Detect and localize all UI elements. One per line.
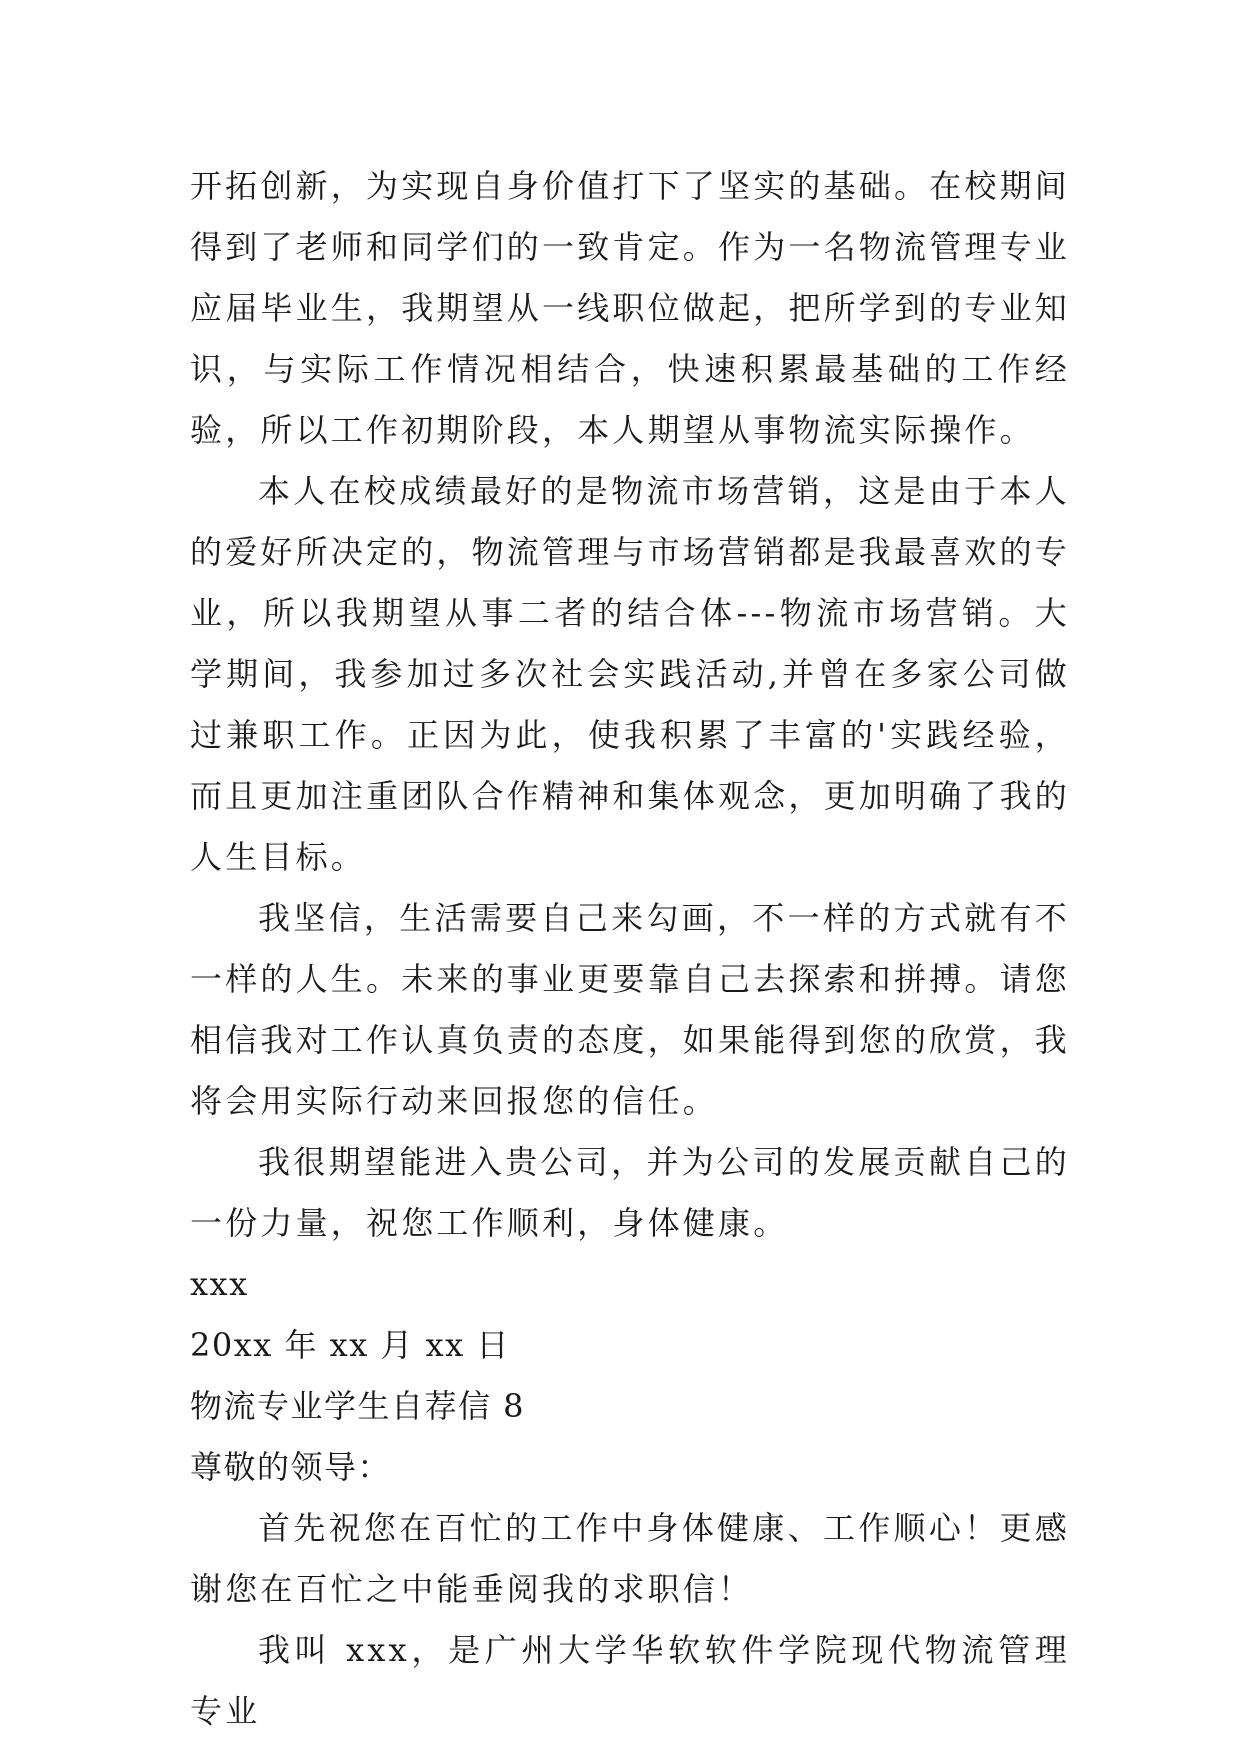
salutation: 尊敬的领导： [190,1448,392,1486]
paragraph-belief: 我坚信，生活需要自己来勾画，不一样的方式就有不一样的人生。未来的事业更要靠自己去探索和拼搏。请您相信我对工作认真负责的态度，如果能得到您的欣赏，我将会用实际行动来回报您的信任。 [190,899,1071,1120]
letter-heading: 物流专业学生自荐信 8 [190,1387,526,1425]
paragraph-closing: 我很期望能进入贵公司，并为公司的发展贡献自己的一份力量，祝您工作顺利，身体健康。 [190,1143,1070,1242]
paragraph-marketing: 本人在校成绩最好的是物流市场营销，这是由于本人的爱好所决定的，物流管理与市场营销都是我最喜欢的专业，所以我期望从事二者的结合体---物流市场营销。大学期间，我参加过多次社会实践活动,并曾在多家公司做过兼职工作。正因为此，使我积累了丰富的'实践经验，而且更加注重团队合作精神和集体观念，更加明确了我的人生目标。 [190,472,1071,876]
document-body [190,156,1070,1742]
date-line: 20xx 年 xx 月 xx 日 [190,1326,510,1364]
paragraph-greeting: 首先祝您在百忙的工作中身体健康、工作顺心！更感谢您在百忙之中能垂阅我的求职信！ [190,1509,1070,1608]
paragraph-continuation: 开拓创新，为实现自身价值打下了坚实的基础。在校期间得到了老师和同学们的一致肯定。作为一名物流管理专业应届毕业生，我期望从一线职位做起，把所学到的专业知识，与实际工作情况相结合，快速积累最基础的工作经验，所以工作初期阶段，本人期望从事物流实际操作。 [190,167,1071,449]
signature: xxx [190,1265,249,1303]
paragraph-introduction: 我叫 xxx，是广州大学华软软件学院现代物流管理专业 [190,1631,1070,1730]
